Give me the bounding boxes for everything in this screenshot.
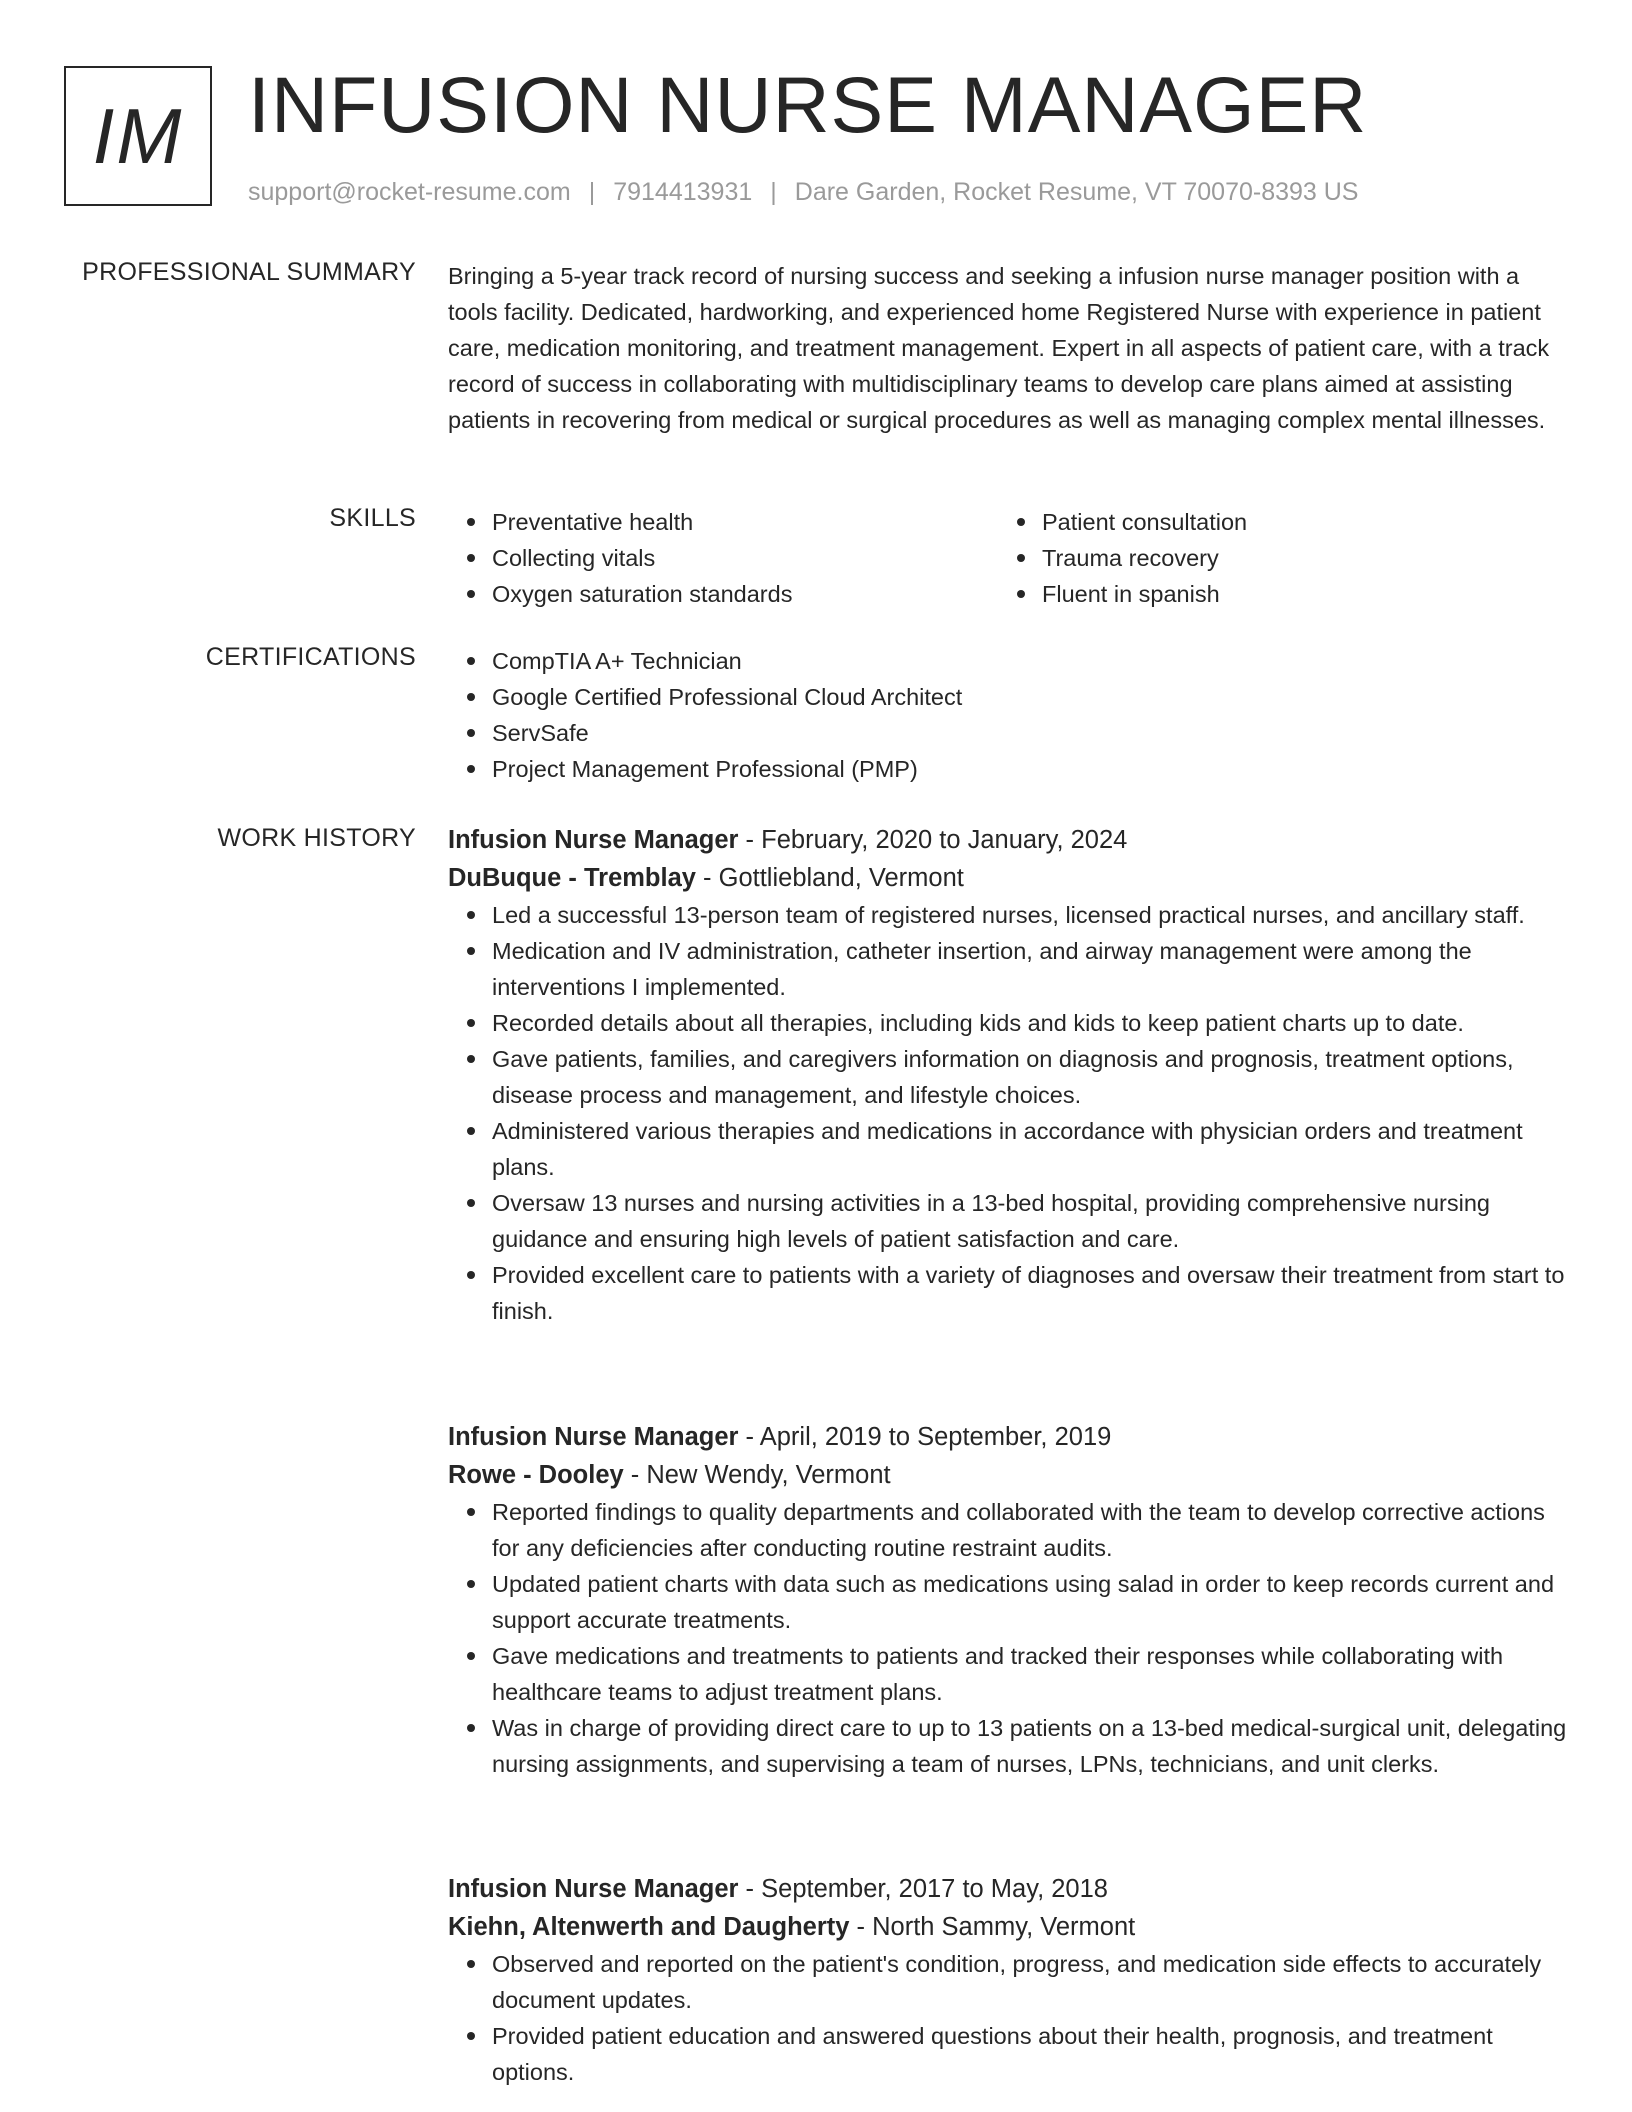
skills-heading: SKILLS — [329, 504, 416, 532]
skills-list-left — [448, 504, 998, 612]
job-location: Gottliebland, Vermont — [718, 864, 964, 892]
job-entry — [448, 821, 1574, 1329]
duty-item: Medication and IV administration, catheter insertion, and airway management were among the interventions I implemented. — [492, 933, 1574, 1005]
duty-item: Gave medications and treatments to patients and tracked their responses while collaborating with healthcare teams to adjust treatment plans. — [492, 1638, 1574, 1710]
skill-item: Preventative health — [492, 504, 998, 540]
contact-email: support@rocket-resume.com — [248, 178, 571, 206]
job-duties — [448, 1946, 1574, 2090]
skills-list-right — [998, 504, 1548, 612]
contact-line — [248, 176, 1359, 209]
certifications-list — [448, 643, 1574, 787]
job-duties — [448, 1494, 1574, 1782]
duty-item: Administered various therapies and medications in accordance with physician orders and treatment plans. — [492, 1113, 1574, 1185]
job-company: Rowe - Dooley — [448, 1461, 624, 1489]
skill-item: Patient consultation — [1042, 504, 1548, 540]
job-dates: September, 2017 to May, 2018 — [761, 1875, 1108, 1903]
duty-item: Oversaw 13 nurses and nursing activities in a 13-bed hospital, providing comprehensive nursing guidance and ensuring high levels of patient satisfaction and care. — [492, 1185, 1574, 1257]
skill-item: Collecting vitals — [492, 540, 998, 576]
job-role-line — [448, 1870, 1574, 1908]
job-entry — [448, 1418, 1574, 1782]
job-role-line — [448, 821, 1574, 859]
certification-item: CompTIA A+ Technician — [492, 643, 1574, 679]
certification-item: Google Certified Professional Cloud Architect — [492, 679, 1574, 715]
duty-item: Led a successful 13-person team of registered nurses, licensed practical nurses, and ancillary staff. — [492, 897, 1574, 933]
duty-item: Updated patient charts with data such as medications using salad in order to keep records current and support accurate treatments. — [492, 1566, 1574, 1638]
dash: - — [738, 1875, 762, 1903]
contact-separator: | — [770, 178, 777, 206]
work-history-heading: WORK HISTORY — [217, 824, 416, 852]
dash: - — [849, 1913, 873, 1941]
job-company-line — [448, 1456, 1574, 1494]
job-entry — [448, 1870, 1574, 2090]
certifications-body — [448, 643, 1574, 787]
job-company: DuBuque - Tremblay — [448, 864, 696, 892]
contact-phone: 7914413931 — [613, 178, 753, 206]
duty-item: Provided patient education and answered questions about their health, prognosis, and treatment options. — [492, 2018, 1574, 2090]
skill-item: Oxygen saturation standards — [492, 576, 998, 612]
summary-text: Bringing a 5-year track record of nursing success and seeking a infusion nurse manager position with a tools facility. Dedicated, hardworking, and experienced home Registered Nurse with experience in patient care, medication monitoring, and treatment management. Expert in all aspects of patient care, with a track record of success in collaborating with multidisciplinary teams to develop care plans aimed at assisting patients in recovering from medical or surgical procedures as well as managing complex mental illnesses. — [448, 263, 1550, 433]
skills-grid — [448, 504, 1574, 612]
resume-header — [64, 60, 1584, 214]
duty-item: Recorded details about all therapies, including kids and kids to keep patient charts up to date. — [492, 1005, 1574, 1041]
job-dates: February, 2020 to January, 2024 — [761, 826, 1128, 854]
duty-item: Provided excellent care to patients with a variety of diagnoses and oversaw their treatment from start to finish. — [492, 1257, 1574, 1329]
job-company-line — [448, 1908, 1574, 1946]
summary-heading: PROFESSIONAL SUMMARY — [82, 258, 416, 286]
skill-item: Trauma recovery — [1042, 540, 1548, 576]
job-role: Infusion Nurse Manager — [448, 826, 739, 854]
duty-item: Was in charge of providing direct care to up to 13 patients on a 13-bed medical-surgical unit, delegating nursing assignments, and supervising a team of nurses, LPNs, technicians, and unit clerks. — [492, 1710, 1574, 1782]
duty-item: Observed and reported on the patient's condition, progress, and medication side effects to accurately document updates. — [492, 1946, 1574, 2018]
job-role: Infusion Nurse Manager — [448, 1875, 739, 1903]
certifications-heading: CERTIFICATIONS — [205, 643, 416, 671]
job-location: North Sammy, Vermont — [872, 1913, 1136, 1941]
job-location: New Wendy, Vermont — [646, 1461, 891, 1489]
job-duties — [448, 897, 1574, 1329]
dash: - — [738, 1423, 760, 1451]
job-role: Infusion Nurse Manager — [448, 1423, 739, 1451]
skill-item: Fluent in spanish — [1042, 576, 1548, 612]
job-role-line — [448, 1418, 1574, 1456]
job-company: Kiehn, Altenwerth and Daugherty — [448, 1913, 850, 1941]
certification-item: ServSafe — [492, 715, 1574, 751]
monogram-badge: IM — [64, 66, 212, 206]
duty-item: Reported findings to quality departments and collaborated with the team to develop corrective actions for any deficiencies after conducting routine restraint audits. — [492, 1494, 1574, 1566]
dash: - — [695, 864, 719, 892]
job-dates: April, 2019 to September, 2019 — [759, 1423, 1112, 1451]
contact-address: Dare Garden, Rocket Resume, VT 70070-8393 US — [794, 178, 1359, 206]
dash: - — [623, 1461, 647, 1489]
duty-item: Gave patients, families, and caregivers information on diagnosis and prognosis, treatment options, disease process and management, and lifestyle choices. — [492, 1041, 1574, 1113]
dash: - — [738, 826, 762, 854]
candidate-title: INFUSION NURSE MANAGER — [248, 60, 1368, 149]
job-company-line — [448, 859, 1574, 897]
contact-separator: | — [588, 178, 596, 206]
certification-item: Project Management Professional (PMP) — [492, 751, 1574, 787]
